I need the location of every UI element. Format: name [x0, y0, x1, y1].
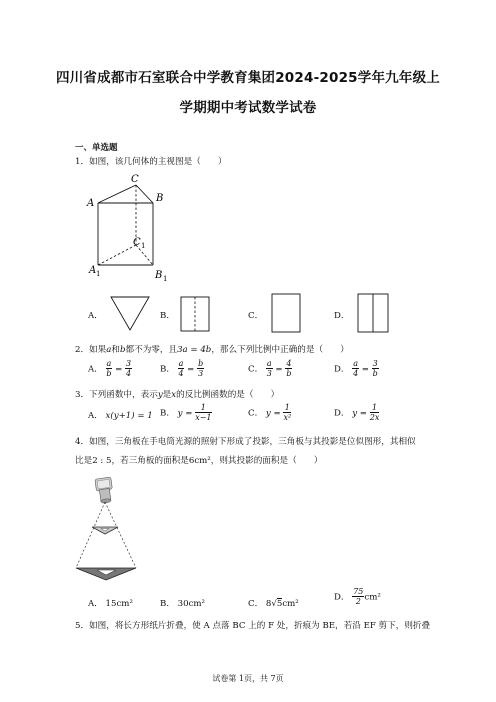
question-3-text: 3．下列函数中，表示y是x的反比例函数的是（ ） — [75, 390, 280, 400]
question-4-line1: 4．如图，三角板在手电筒光源的照射下形成了投影，三角板与其投影是位似图形，其相似 — [75, 437, 416, 447]
flashlight-icon — [95, 477, 114, 504]
label-A1-sub: 1 — [96, 270, 101, 278]
label-B: B — [156, 193, 164, 204]
q1-option-a-triangle — [110, 296, 150, 332]
q1-option-d-label[interactable]: D． — [334, 311, 350, 321]
q4-option-b[interactable]: B． 30cm² — [160, 599, 205, 609]
q1-option-b-label[interactable]: B． — [160, 311, 175, 321]
q4-option-c[interactable]: C． 8√5cm² — [248, 599, 299, 609]
q3-option-b[interactable]: B． y = $\frac{1}{x-1}$ — [160, 403, 212, 422]
q2-option-d[interactable]: D． $\frac{a}{4}$ = $\frac{3}{b}$ — [334, 359, 378, 378]
prism-figure — [84, 170, 174, 285]
q4-option-a[interactable]: A． 15cm² — [88, 599, 133, 609]
label-C: C — [131, 174, 139, 185]
q4-option-d[interactable]: D． $\frac{75}{2}$ cm² — [334, 587, 381, 606]
label-C1: C — [133, 237, 141, 248]
sqrt-icon: √ — [271, 599, 277, 609]
label-C1-sub: 1 — [141, 242, 146, 250]
label-A1: A — [89, 265, 97, 276]
q1-option-a-label[interactable]: A． — [88, 311, 103, 321]
q1-option-c-label[interactable]: C． — [248, 311, 264, 321]
label-A: A — [87, 198, 95, 209]
q1-option-c-rect — [271, 293, 301, 333]
question-2-text: 2．如果a和b都不为零，且3a = 4b，那么下列比例中正确的是（ ） — [75, 345, 349, 355]
q2-option-b[interactable]: B． $\frac{a}{4}$ = $\frac{b}{3}$ — [160, 359, 204, 378]
page-footer: 试卷第 1页，共 7页 — [212, 674, 284, 683]
q3-option-c[interactable]: C． y = $\frac{1}{\text{x²}}$ — [248, 403, 292, 422]
label-B1-sub: 1 — [163, 275, 168, 283]
question-1-text: 1．如图，该几何体的主视图是（ ） — [75, 157, 227, 167]
q2-option-a[interactable]: A． $\frac{a}{b}$ = $\frac{3}{4}$ — [88, 359, 132, 378]
q3-option-d[interactable]: D． y = $\frac{1}{2x}$ — [334, 403, 380, 422]
q2-option-c[interactable]: C． $\frac{a}{3}$ = $\frac{4}{b}$ — [248, 359, 292, 378]
q3-option-a[interactable]: A． x(y+1) = 1 — [88, 411, 153, 421]
flashlight-projection-figure — [72, 472, 142, 584]
question-5-text: 5．如图，将长方形纸片折叠，使 A 点落 BC 上的 F 处，折痕为 BE，若沿 EF 剪下，则折叠 — [75, 621, 431, 631]
question-4-line2: 比是2 : 5，若三角板的面积是6cm²，则其投影的面积是（ ） — [75, 456, 323, 466]
section-label: 一、单选题 — [75, 143, 118, 153]
page-title-line2: 学期期中考试数学试卷 — [179, 100, 317, 116]
q1-option-b-rect-dashed — [180, 296, 210, 332]
page-title-line1: 四川省成都市石室联合中学教育集团2024-2025学年九年级上 — [56, 70, 440, 86]
label-B1: B — [155, 270, 163, 281]
q1-option-d-rect-solid — [357, 293, 389, 333]
